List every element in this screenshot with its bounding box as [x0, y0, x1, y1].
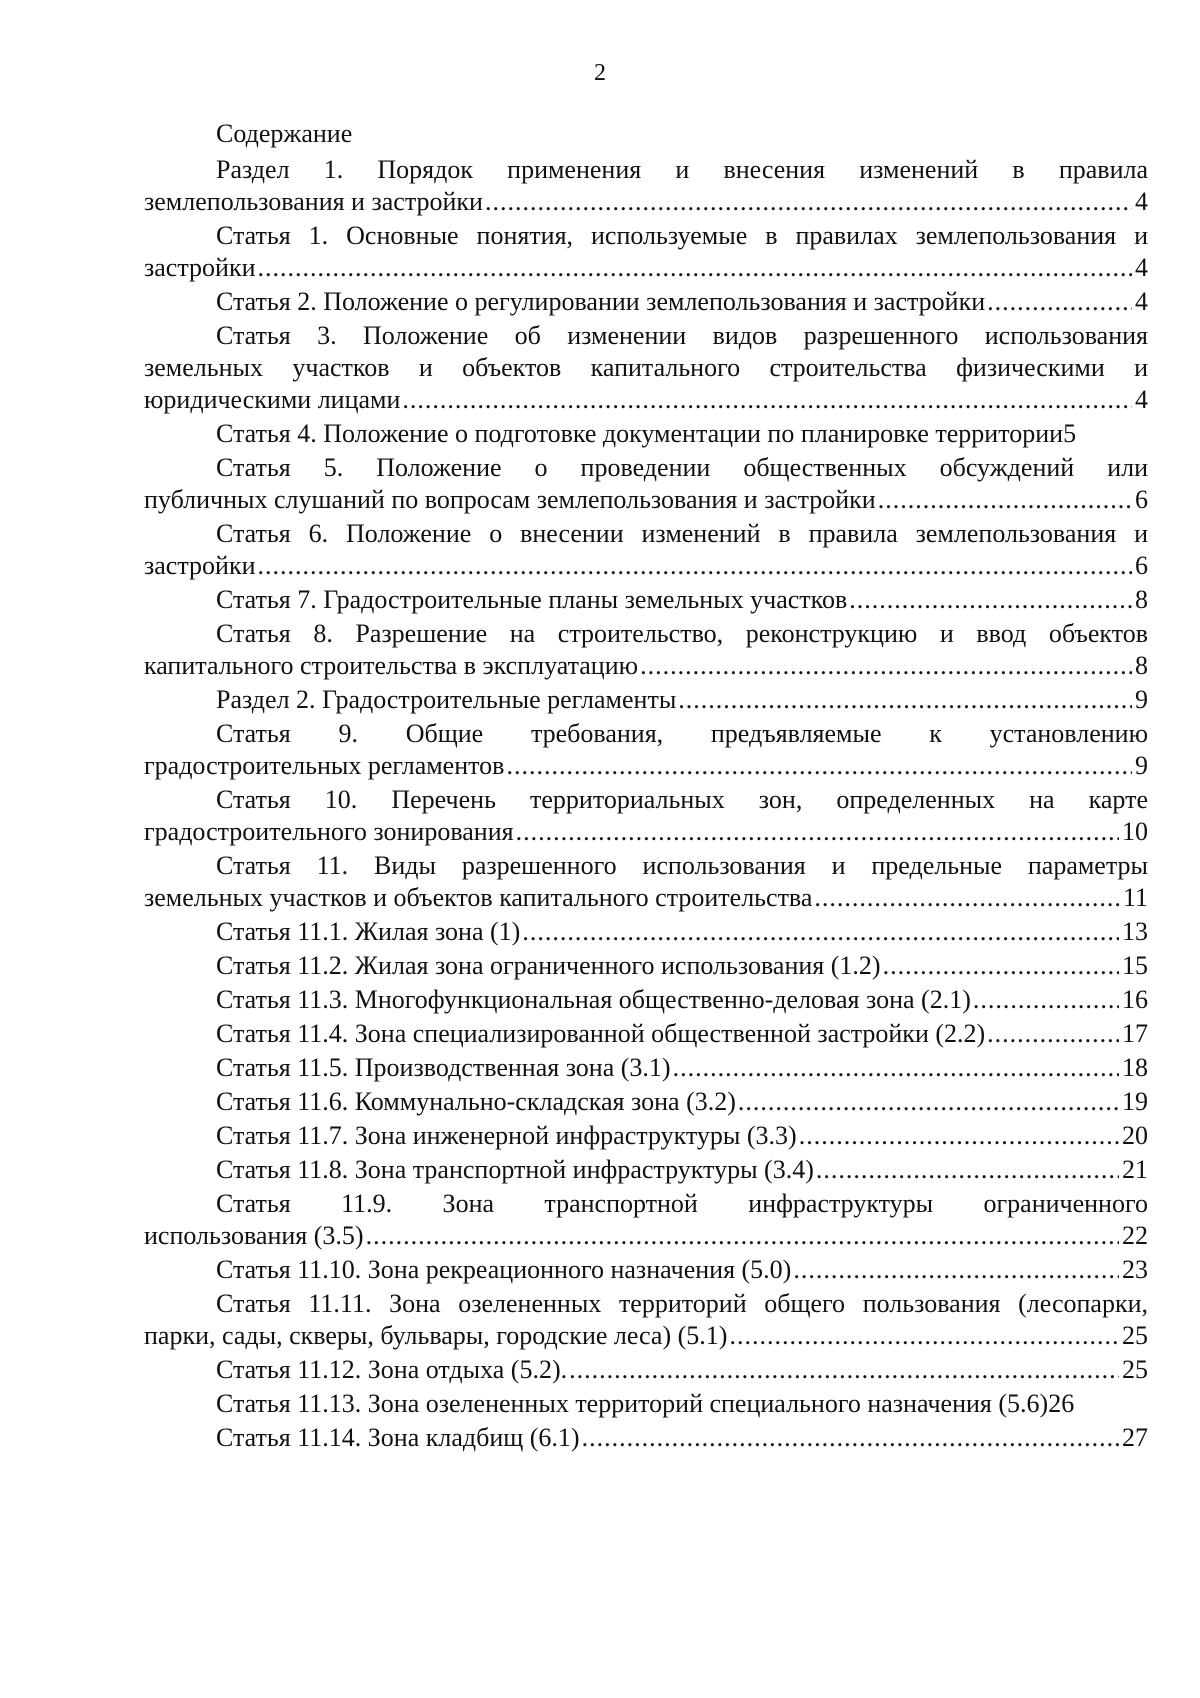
toc-entry-page-number: 5	[1063, 419, 1077, 448]
toc-entry-first-line: Статья 9. Общие требования, предъявляемые к установлению	[216, 719, 1148, 748]
toc-entry-title: Раздел 2. Градостроительные регламенты	[216, 685, 677, 714]
toc-entry-page-number: 22	[1122, 1221, 1148, 1250]
dot-leader	[506, 750, 1132, 782]
toc-entry-first-line: Статья 11.11. Зона озелененных территорий общего пользования (лесопарки,	[216, 1289, 1148, 1318]
toc-entry-first-line: Раздел 1. Порядок применения и внесения изменений в правила	[216, 155, 1148, 184]
toc-entry-title: Статья 7. Градостроительные планы земельных участков	[216, 585, 848, 614]
toc-entry-title: Статья 11.14. Зона кладбищ (6.1)	[216, 1423, 580, 1452]
toc-entry	[144, 1288, 1148, 1352]
toc-entry	[144, 916, 1148, 948]
toc-entry-title: застройки	[144, 551, 256, 580]
toc-entry-page-number: 25	[1122, 1321, 1148, 1350]
toc-entry-first-line: Статья 11. Виды разрешенного использования и предельные параметры	[216, 851, 1148, 880]
dot-leader	[582, 1422, 1119, 1454]
toc-entry	[144, 618, 1148, 682]
toc-entry	[144, 1120, 1148, 1152]
toc-entry	[144, 1188, 1148, 1252]
toc-entry	[144, 784, 1148, 848]
dot-leader	[258, 550, 1133, 582]
dot-leader	[516, 816, 1119, 848]
toc-entry-page-number: 16	[1122, 985, 1148, 1014]
toc-entry	[144, 850, 1148, 914]
dot-leader	[799, 1120, 1119, 1152]
toc-entry	[144, 286, 1148, 318]
toc-entry	[144, 684, 1148, 716]
toc-entry-title: Статья 11.4. Зона специализированной общественной застройки (2.2)	[216, 1019, 986, 1048]
dot-leader	[729, 1320, 1119, 1352]
dot-leader	[878, 484, 1132, 516]
toc-entry-page-number: 18	[1122, 1053, 1148, 1082]
toc-entry-title: использования (3.5)	[144, 1221, 364, 1250]
toc-entry-title: Статья 2. Положение о регулировании землепользования и застройки	[216, 287, 986, 316]
dot-leader	[814, 882, 1120, 914]
dot-leader	[816, 1154, 1119, 1186]
toc-entry-page-number: 13	[1122, 917, 1148, 946]
toc-entry	[144, 452, 1148, 516]
toc-entry-page-number: 23	[1122, 1255, 1148, 1284]
toc-entry-first-line: Статья 6. Положение о внесении изменений в правила землепользования и	[216, 519, 1148, 548]
dot-leader	[883, 950, 1119, 982]
dot-leader	[678, 684, 1132, 716]
toc-entry-title: Статья 11.5. Производственная зона (3.1)	[216, 1053, 671, 1082]
dot-leader	[849, 584, 1132, 616]
toc-entry-title: Статья 11.7. Зона инженерной инфраструктуры (3.3)	[216, 1121, 797, 1150]
dot-leader	[402, 384, 1132, 416]
toc-entry-first-line: Статья 10. Перечень территориальных зон, определенных на карте	[216, 785, 1148, 814]
dot-leader	[793, 1254, 1119, 1286]
toc-entry-page-number: 4	[1135, 253, 1148, 282]
toc-entry-title: градостроительных регламентов	[144, 751, 505, 780]
toc-entry-page-number: 11	[1122, 883, 1148, 912]
dot-leader	[258, 252, 1133, 284]
toc-entry-page-number: 15	[1122, 951, 1148, 980]
toc-entry-title: землепользования и застройки	[144, 187, 483, 216]
toc-entry	[144, 154, 1148, 218]
toc-entry	[144, 220, 1148, 284]
toc-entry-title: градостроительного зонирования	[144, 817, 514, 846]
toc-entry-title: капитального строительства в эксплуатацию	[144, 651, 639, 680]
toc-entry-title: земельных участков и объектов капитального строительства	[144, 883, 813, 912]
toc-entry-page-number: 4	[1135, 187, 1148, 216]
table-of-contents	[144, 154, 1148, 1456]
toc-entry	[144, 950, 1148, 982]
toc-entry	[144, 718, 1148, 782]
toc-entry	[144, 1388, 1148, 1420]
toc-entry-first-line: Статья 1. Основные понятия, используемые в правилах землепользования и	[216, 221, 1148, 250]
toc-title: Содержание	[216, 119, 353, 148]
toc-entry	[144, 1154, 1148, 1186]
toc-entry	[144, 584, 1148, 616]
toc-entry-first-line: Статья 8. Разрешение на строительство, реконструкцию и ввод объектов	[216, 619, 1148, 648]
toc-entry	[144, 1254, 1148, 1286]
toc-entry-page-number: 10	[1122, 817, 1148, 846]
toc-entry-page-number: 20	[1122, 1121, 1148, 1150]
toc-entry-page-number: 26	[1048, 1389, 1075, 1418]
toc-entry-title: Статья 11.2. Жилая зона ограниченного использования (1.2)	[216, 951, 881, 980]
toc-entry	[144, 418, 1148, 450]
dot-leader	[640, 650, 1132, 682]
dot-leader	[987, 1018, 1119, 1050]
toc-entry-page-number: 9	[1135, 685, 1148, 714]
dot-leader	[738, 1086, 1119, 1118]
toc-entry-page-number: 6	[1135, 551, 1148, 580]
toc-entry-title: Статья 11.12. Зона отдыха (5.2).	[216, 1355, 568, 1384]
toc-entry-title: застройки	[144, 253, 256, 282]
toc-entry-title: Статья 11.8. Зона транспортной инфраструктуры (3.4)	[216, 1155, 814, 1184]
toc-entry-page-number: 25	[1122, 1355, 1148, 1384]
toc-entry-page-number: 4	[1135, 385, 1148, 414]
toc-entry-middle-line: земельных участков и объектов капитального строительства физическими и	[144, 353, 1148, 382]
toc-entry-title: юридическими лицами	[144, 385, 401, 414]
toc-entry	[144, 320, 1148, 416]
toc-entry	[144, 1354, 1148, 1386]
dot-leader	[569, 1354, 1119, 1386]
toc-entry	[144, 1422, 1148, 1454]
page-number: 2	[594, 60, 606, 86]
toc-entry	[144, 1086, 1148, 1118]
toc-entry-page-number: 8	[1135, 651, 1148, 680]
toc-entry-page-number: 21	[1122, 1155, 1148, 1184]
toc-entry-title: Статья 11.6. Коммунально-складская зона (3.2)	[216, 1087, 736, 1116]
toc-entry	[144, 1018, 1148, 1050]
toc-entry-page-number: 4	[1135, 287, 1148, 316]
toc-entry-first-line: Статья 3. Положение об изменении видов разрешенного использования	[216, 321, 1148, 350]
toc-entry-title: публичных слушаний по вопросам землепользования и застройки	[144, 485, 876, 514]
dot-leader	[673, 1052, 1119, 1084]
dot-leader	[987, 286, 1132, 318]
dot-leader	[522, 916, 1119, 948]
toc-entry-page-number: 17	[1122, 1019, 1148, 1048]
dot-leader	[485, 186, 1132, 218]
toc-entry-title: Статья 11.13. Зона озелененных территорий специального назначения (5.6)	[216, 1389, 1049, 1418]
toc-entry-page-number: 8	[1135, 585, 1148, 614]
toc-entry-page-number: 9	[1135, 751, 1148, 780]
dot-leader	[973, 984, 1119, 1016]
toc-entry-first-line: Статья 11.9. Зона транспортной инфраструктуры ограниченного	[216, 1189, 1148, 1218]
toc-entry-title: Статья 11.10. Зона рекреационного назначения (5.0)	[216, 1255, 792, 1284]
toc-entry	[144, 984, 1148, 1016]
toc-entry	[144, 518, 1148, 582]
toc-entry-title: Статья 4. Положение о подготовке документации по планировке территории	[216, 419, 1064, 448]
toc-entry-page-number: 6	[1135, 485, 1148, 514]
toc-entry-title: Статья 11.3. Многофункциональная общественно-деловая зона (2.1)	[216, 985, 971, 1014]
toc-entry-title: Статья 11.1. Жилая зона (1)	[216, 917, 521, 946]
toc-entry-page-number: 27	[1122, 1423, 1148, 1452]
toc-entry-page-number: 19	[1122, 1087, 1148, 1116]
dot-leader	[366, 1220, 1119, 1252]
toc-entry-title: парки, сады, скверы, бульвары, городские леса) (5.1)	[144, 1321, 728, 1350]
toc-entry	[144, 1052, 1148, 1084]
toc-entry-first-line: Статья 5. Положение о проведении общественных обсуждений или	[216, 453, 1148, 482]
